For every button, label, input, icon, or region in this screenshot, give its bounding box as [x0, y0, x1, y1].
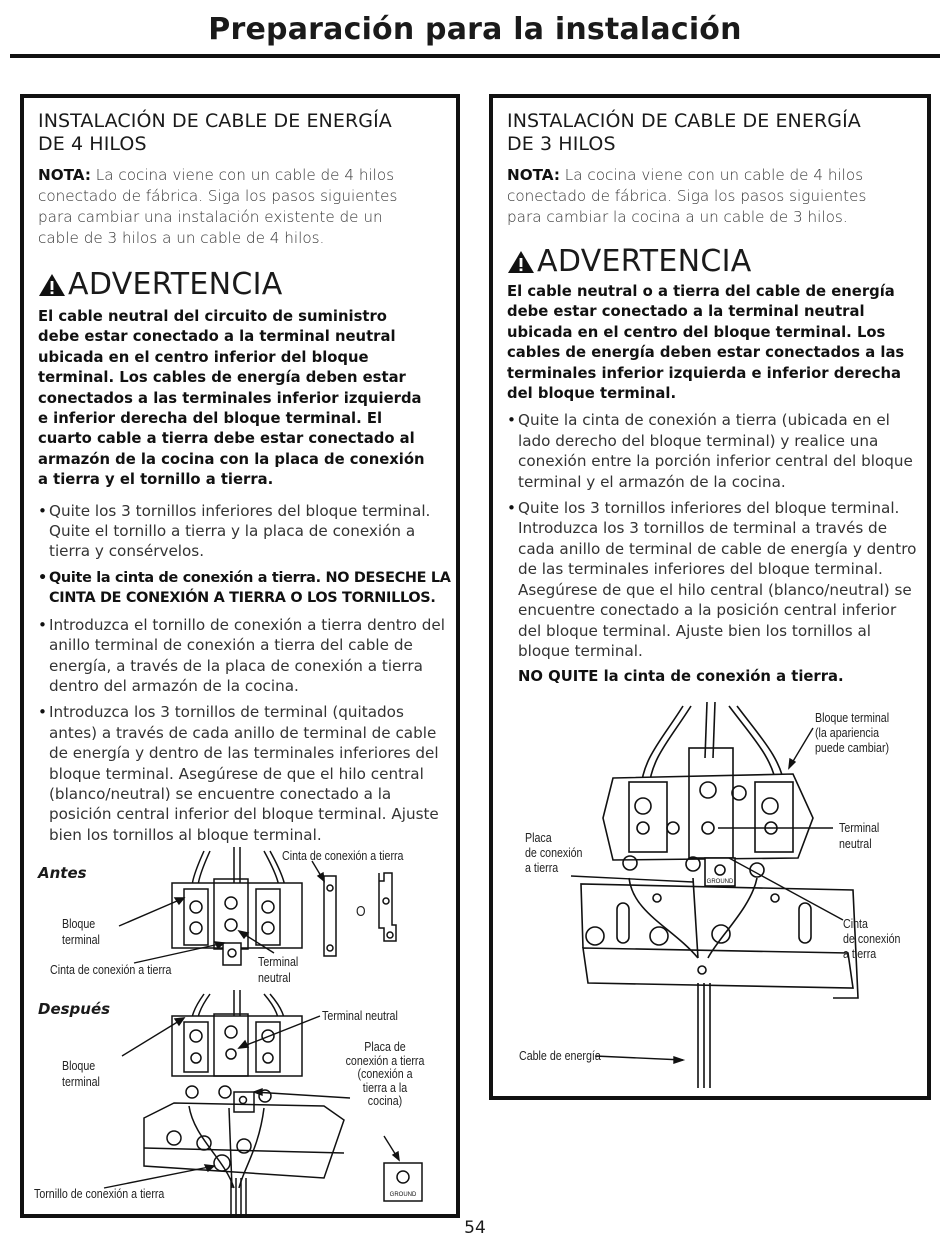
caption-plate-line: (conexión a: [357, 1066, 413, 1081]
title-rule: [10, 54, 940, 58]
caption-cable: Cable de energía: [519, 1048, 601, 1063]
four-wire-heading: INSTALACIÓN DE CABLE DE ENERGÍA DE 4 HILOS: [38, 110, 392, 155]
caption-after-block-2: terminal: [62, 1074, 100, 1089]
step-item: • Quite los 3 tornillos inferiores del bloque terminal. Introduzca los 3 tornillos de terminal a través de cada anillo de terminal de cable de energía y dentro de las terminales inferiores del bloque terminal. Asegúrese de que el hilo central (blanco/neutral) se encuentre conectado a la posición central inferior del bloque terminal. Ajuste bien los tornillos al bloque terminal.: [507, 498, 922, 661]
after-label: Después: [38, 1000, 111, 1018]
three-wire-note: [507, 165, 892, 228]
caption-plate-line: Placa: [525, 830, 552, 845]
after-terminal-block-illustration: [24, 988, 444, 1218]
caption-neutral-1: Terminal: [839, 820, 880, 835]
step-item: • Quite la cinta de conexión a tierra (ubicada en el lado derecho del bloque terminal) y realice una conexión entre la porción inferior central del bloque terminal y el armazón de la cocina.: [507, 410, 922, 492]
note-text: La cocina viene con un cable de 4 hilos conectado de fábrica. Siga los pasos siguientes para cambiar la cocina a un cable de 3 hilos.: [507, 166, 867, 226]
caption-strap-top: Cinta de conexión a tierra: [282, 848, 404, 863]
note-label: NOTA:: [38, 166, 91, 184]
warning-title: ADVERTENCIA: [537, 244, 752, 279]
warning-heading: [507, 244, 917, 280]
page-title: Preparación para la instalación: [208, 12, 742, 47]
caption-ground-screw: Tornillo de conexión a tierra: [34, 1186, 165, 1201]
note-text: La cocina viene con un cable de 4 hilos conectado de fábrica. Siga los pasos siguientes para cambiar una instalación existente de un cable de 3 hilos a un cable de 4 hilos.: [38, 166, 398, 247]
caption-or: O: [356, 903, 366, 920]
ground-tag-text: GROUND: [706, 879, 734, 885]
step-item: • Introduzca el tornillo de conexión a tierra dentro del anillo terminal de conexión a tierra del cable de energía, a través de la placa de conexión a tierra dentro del armazón de la cocina.: [38, 615, 453, 697]
caption-neutral-2: neutral: [258, 970, 291, 985]
step-item: • Quite la cinta de conexión a tierra. NO DESECHE LA CINTA DE CONEXIÓN A TIERRA O LOS TORNILLOS.: [38, 568, 453, 609]
step-item: • Introduzca los 3 tornillos de terminal (quitados antes) a través de cada anillo de terminal de cable de energía y dentro de las terminales inferiores del bloque terminal. Asegúrese de que el hilo central (blanco/neutral) se encuentre conectado a la posición central inferior del bloque terminal. Ajuste bien los tornillos al bloque terminal.: [38, 702, 453, 845]
caption-plate-line: de conexión: [525, 845, 583, 860]
caption-strap-line: Cinta: [843, 916, 868, 931]
three-wire-heading: INSTALACIÓN DE CABLE DE ENERGÍA DE 3 HILOS: [507, 110, 861, 155]
three-wire-steps: [507, 410, 922, 661]
caption-neutral-1: Terminal: [258, 954, 299, 969]
caption-plate-line: cocina): [367, 1093, 403, 1108]
page-number: 54: [464, 1218, 486, 1238]
warning-triangle-icon: [38, 273, 66, 297]
four-wire-panel: [20, 94, 460, 1218]
caption-neutral-2: neutral: [839, 836, 872, 851]
caption-block-2: terminal: [62, 932, 100, 947]
caption-strap-line: de conexión: [843, 931, 901, 946]
caption-block-line: Bloque terminal: [815, 710, 890, 725]
caption-strap-bottom: Cinta de conexión a tierra: [50, 962, 172, 977]
warning-title: ADVERTENCIA: [68, 267, 283, 302]
caption-after-neutral: Terminal neutral: [322, 1008, 398, 1023]
caption-plate-line: a tierra: [525, 860, 559, 875]
four-wire-note: [38, 165, 418, 249]
do-not-remove-strap: NO QUITE la cinta de conexión a tierra.: [518, 668, 844, 686]
warning-text: El cable neutral del circuito de suministro debe estar conectado a la terminal neutral ubicada en el centro inferior del bloque terminal. Los cables de energía deben estar conectados a las terminales inferior izquierda e inferior derecha del bloque terminal. El cuarto cable a tierra debe estar conectado al armazón de la cocina con la placa de conexión a tierra y el tornillo a tierra.: [38, 308, 425, 489]
warning-heading: [38, 267, 446, 303]
caption-block-line: (la apariencia: [815, 725, 879, 740]
three-wire-panel: [489, 94, 931, 1100]
caption-after-block-1: Bloque: [62, 1058, 96, 1073]
caption-plate-line: tierra a la: [362, 1079, 408, 1095]
ground-tag-text: GROUND: [389, 1192, 417, 1198]
caption-block-1: Bloque: [62, 916, 96, 931]
three-wire-terminal-illustration: [493, 698, 933, 1098]
caption-block-line: puede cambiar): [815, 740, 890, 755]
warning-triangle-icon: [507, 250, 535, 274]
caption-strap-line: a tierra: [843, 946, 877, 961]
step-item: • Quite los 3 tornillos inferiores del bloque terminal. Quite el tornillo a tierra y la placa de conexión a tierra y consérvelos.: [38, 501, 453, 562]
before-terminal-block-illustration: [24, 843, 444, 993]
caption-plate-line: Placa de: [364, 1039, 406, 1054]
warning-text: El cable neutral o a tierra del cable de energía debe estar conectado a la terminal neutral ubicada en el centro del bloque terminal. Los cables de energía deben estar conectados a las terminales inferior izquierda e inferior derecha del bloque terminal.: [507, 283, 905, 403]
note-label: NOTA:: [507, 166, 560, 184]
caption-plate-line: conexión a tierra: [345, 1052, 425, 1068]
four-wire-steps: [38, 501, 453, 846]
before-label: Antes: [38, 864, 87, 882]
